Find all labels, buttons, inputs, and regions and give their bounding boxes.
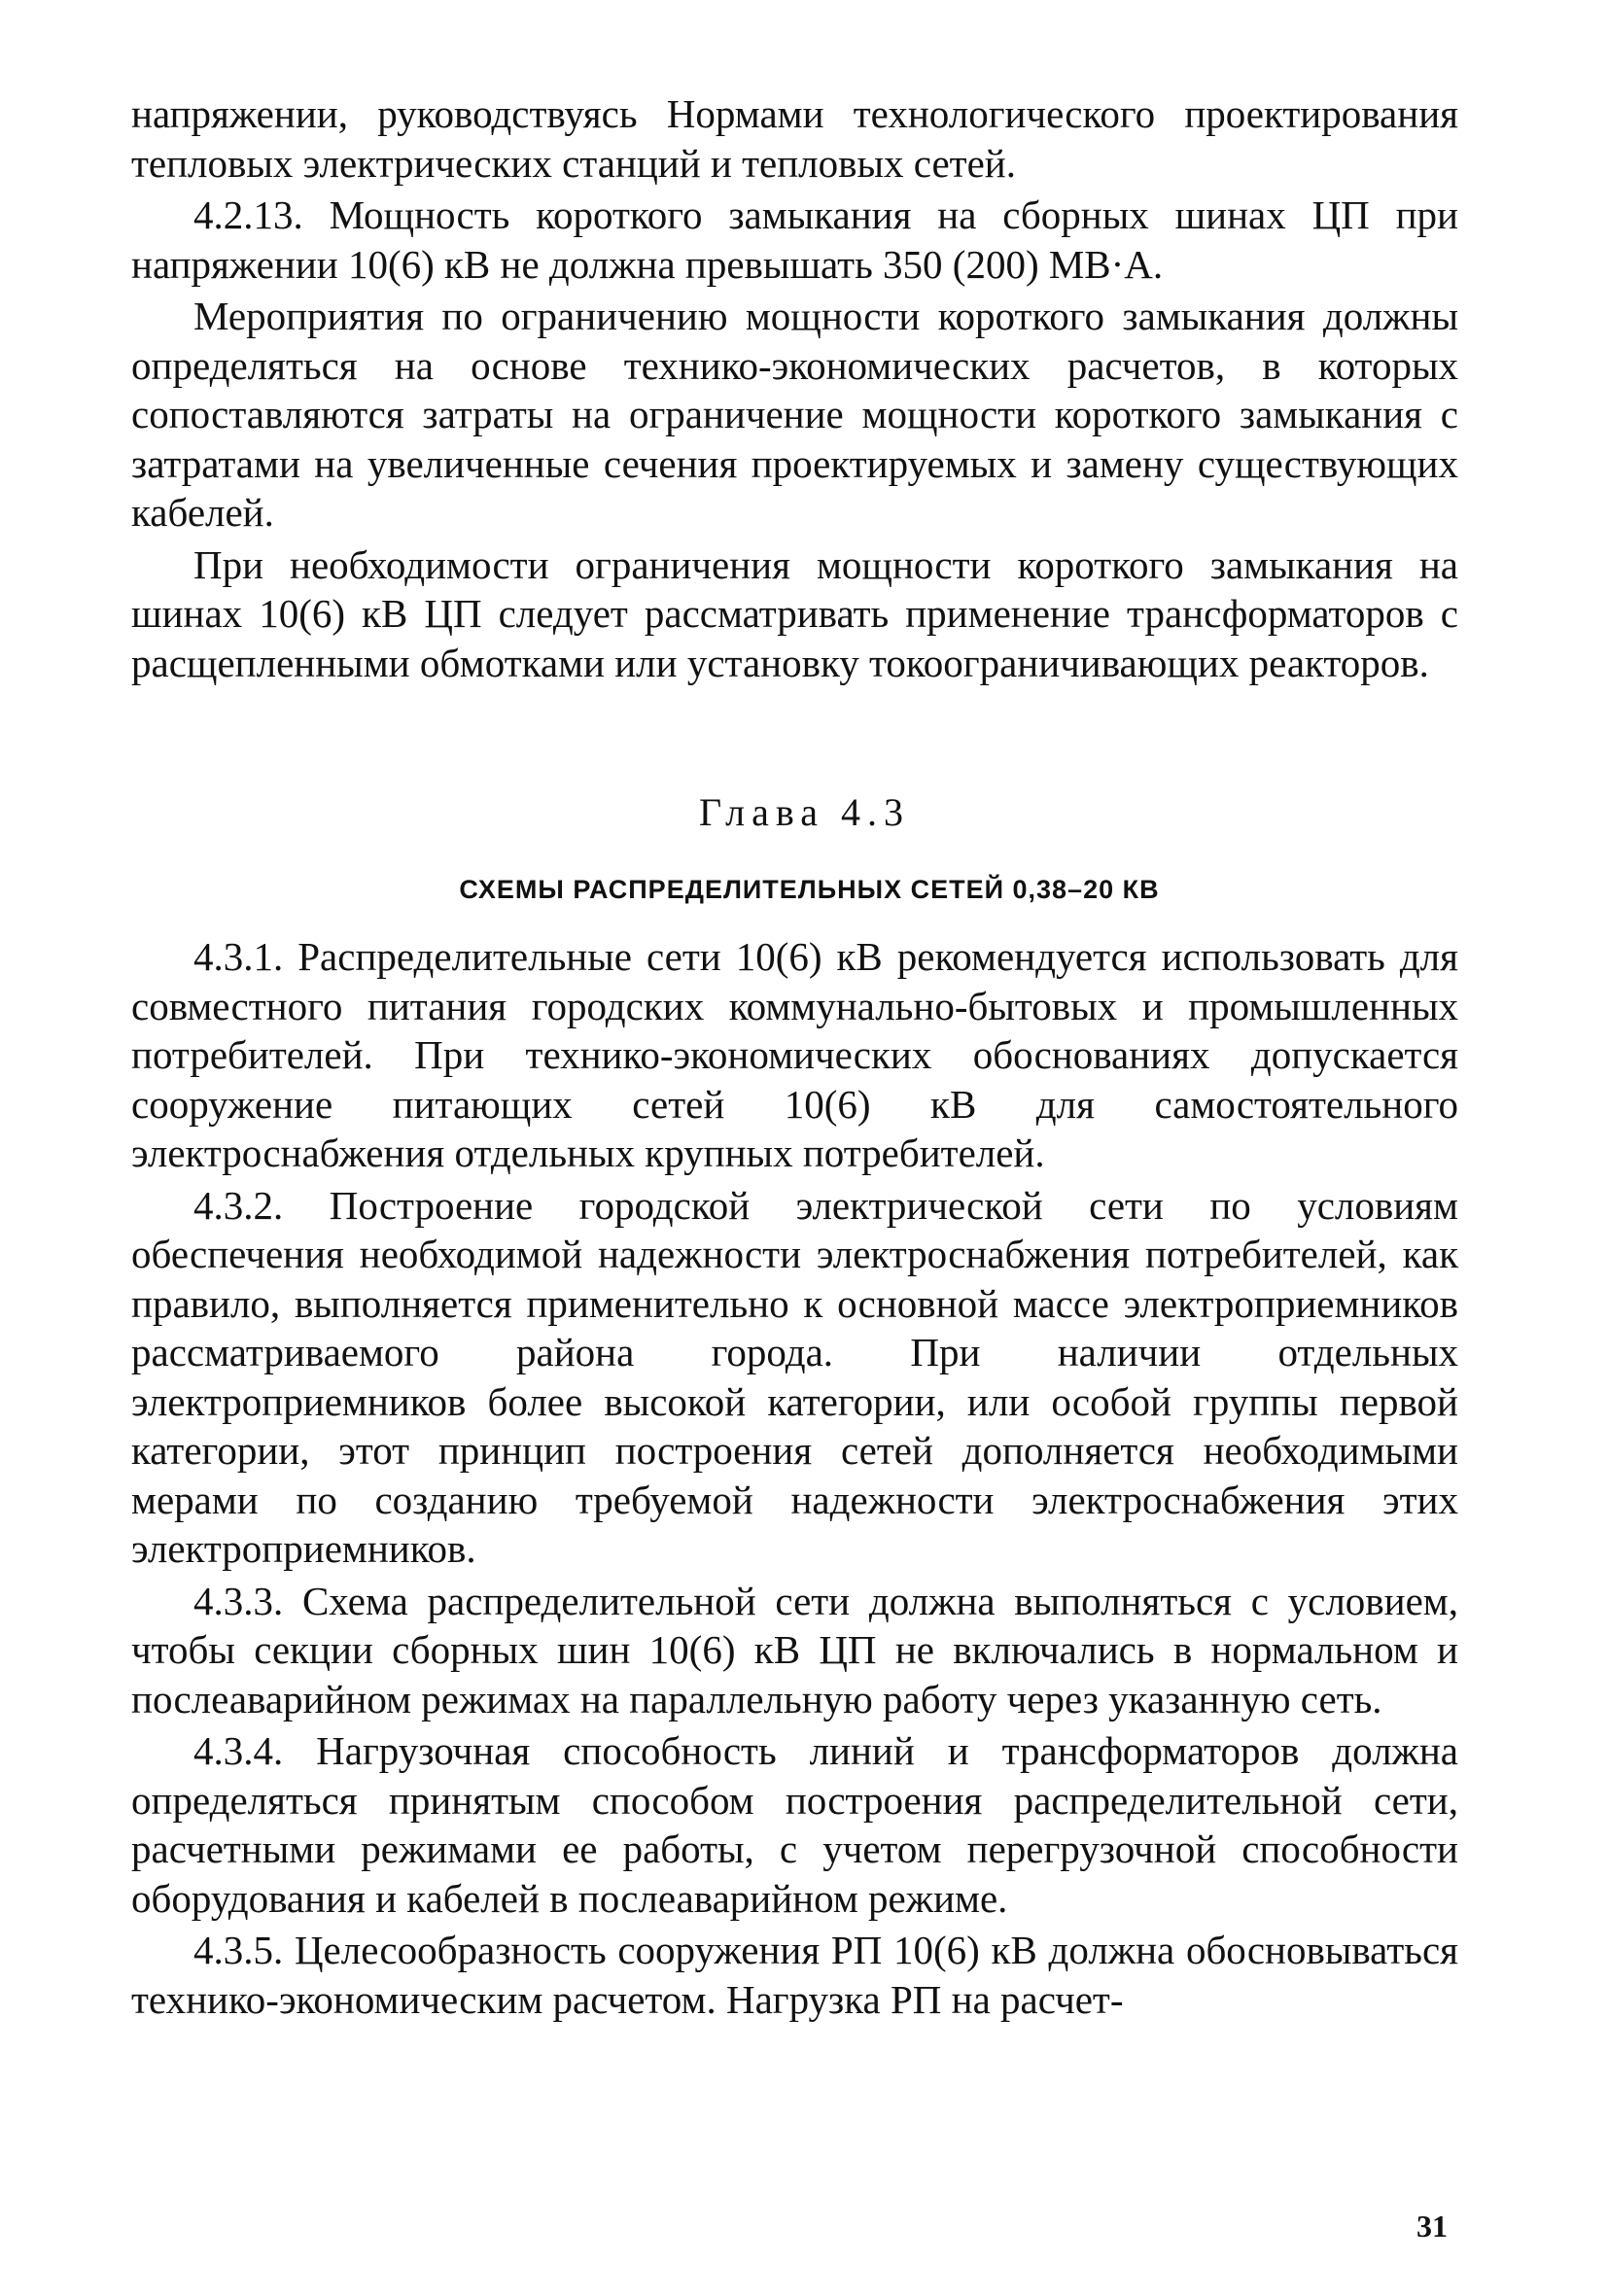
paragraph-short-circuit-measures: Мероприятия по ограничению мощности короткого замыкания должны определяться на основе технико-экономических расчетов, в которых сопоставляются затраты на ограничение мощности короткого замыкания с затратами на увеличенные сечения проектируемых и замену существующих кабелей. bbox=[131, 294, 1458, 535]
paragraph-4-3-2: 4.3.2. Построение городской электрической сети по условиям обеспечения необходимой надежности электроснабжения потребителей, как правило, выполняется применительно к основной массе электроприемников рассматриваемого района города. При наличии отдельных электроприемников более высокой категории, или особой группы первой категории, этот принцип построения сетей дополняется необходимыми мерами по созданию требуемой надежности электроснабжения этих электроприемников. bbox=[131, 1182, 1458, 1571]
paragraph-4-3-3: 4.3.3. Схема распределительной сети должна выполняться с условием, чтобы секции сборных шин 10(6) кВ ЦП не включались в нормальном и послеаварийном режимах на параллельную работу через указанную сеть. bbox=[131, 1578, 1458, 1722]
paragraph-continuation: напряжении, руководствуясь Нормами технологического проектирования тепловых электрических станций и тепловых сетей. bbox=[131, 91, 1458, 186]
chapter-subtitle: СХЕМЫ РАСПРЕДЕЛИТЕЛЬНЫХ СЕТЕЙ 0,38–20 КВ bbox=[459, 875, 1160, 904]
paragraph-4-3-5: 4.3.5. Целесообразность сооружения РП 10(6) кВ должна обосновываться технико-экономическим расчетом. Нагрузка РП на расчет- bbox=[131, 1928, 1458, 2022]
chapter-title: Глава 4.3 bbox=[699, 790, 910, 834]
paragraph-4-2-13: 4.2.13. Мощность короткого замыкания на сборных шинах ЦП при напряжении 10(6) кВ не должна превышать 350 (200) МВ·А. bbox=[131, 192, 1458, 287]
page-content bbox=[131, 89, 1458, 2024]
page-number: 31 bbox=[1416, 2209, 1448, 2244]
paragraph-4-3-4: 4.3.4. Нагрузочная способность линий и трансформаторов должна определяться принятым способом построения распределительной сети, расчетными режимами ее работы, с учетом перегрузочной способности оборудования и кабелей в послеаварийном режиме. bbox=[131, 1728, 1458, 1921]
paragraph-short-circuit-limitation: При необходимости ограничения мощности короткого замыкания на шинах 10(6) кВ ЦП следует рассматривать применение трансформаторов с расщепленными обмотками или установку токоограничивающих реакторов. bbox=[131, 541, 1458, 685]
paragraph-4-3-1: 4.3.1. Распределительные сети 10(6) кВ рекомендуется использовать для совместного питания городских коммунально-бытовых и промышленных потребителей. При технико-экономических обоснованиях допускается сооружение питающих сетей 10(6) кВ для самостоятельного электроснабжения отдельных крупных потребителей. bbox=[131, 934, 1458, 1175]
